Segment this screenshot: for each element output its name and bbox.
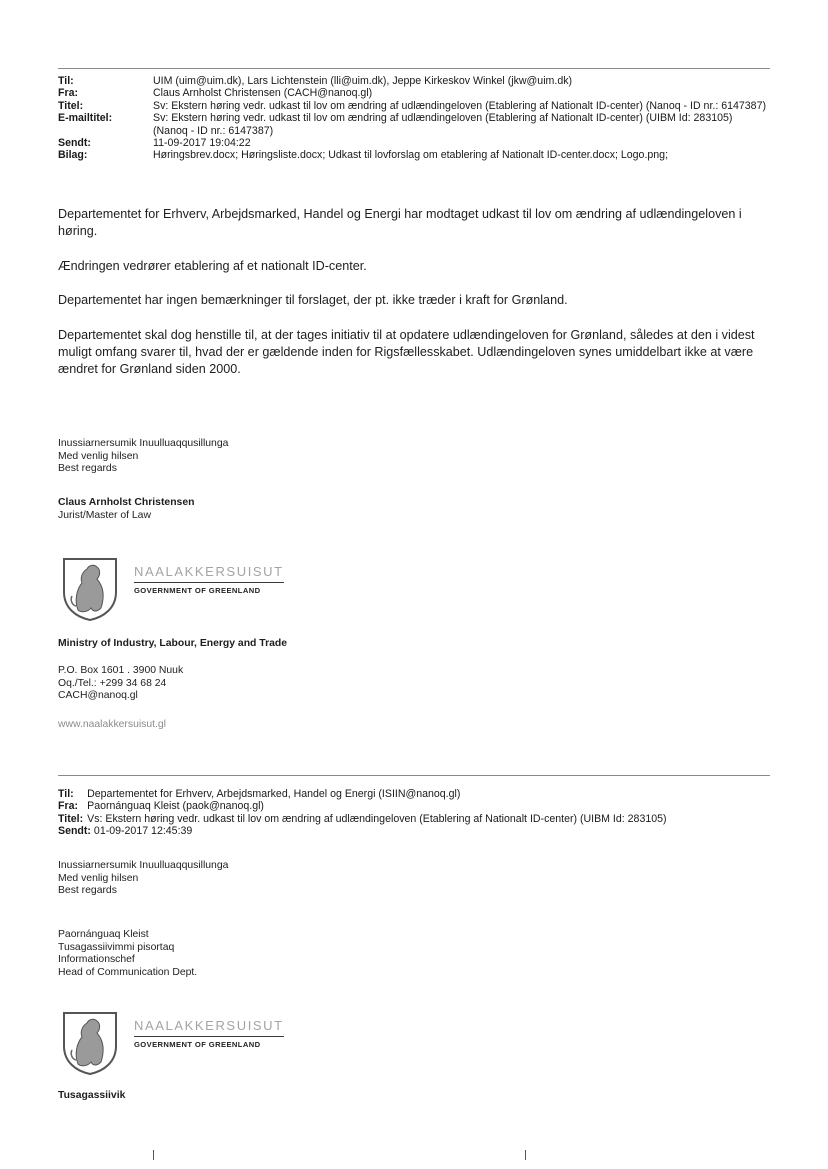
header-divider-1	[58, 68, 770, 69]
title-row	[58, 100, 770, 112]
greeting-danish: Med venlig hilsen	[58, 872, 139, 884]
signature-name-block-1	[58, 497, 194, 522]
signature-name-block-2	[58, 929, 197, 979]
from-label: Fra:	[58, 87, 79, 100]
sender-name: Claus Arnholst Christensen	[58, 497, 195, 508]
logo-text-english: GOVERNMENT OF GREENLAND	[134, 1040, 261, 1049]
department-block	[58, 1090, 125, 1103]
greenland-government-logo-1	[60, 556, 300, 626]
postal-address: P.O. Box 1601 . 3900 Nuuk	[58, 665, 184, 676]
header-divider-2	[58, 775, 770, 776]
sender-role-danish: Informationschef	[58, 954, 135, 966]
from-label: Fra:	[58, 800, 79, 813]
phone-number: Oq./Tel.: +299 34 68 24	[58, 677, 167, 689]
greeting-greenlandic: Inussiarnersumik Inuulluaqqusillunga	[58, 438, 229, 449]
from-row	[58, 87, 770, 99]
logo-text-greenlandic: NAALAKKERSUISUT	[134, 1018, 284, 1033]
title-label: Titel:	[58, 99, 84, 112]
coat-of-arms-icon	[60, 1010, 122, 1076]
greeting-english: Best regards	[58, 463, 117, 475]
ministry-block	[58, 638, 287, 651]
email-title-label: E-mailtitel:	[58, 112, 113, 125]
attachments-value: Høringsbrev.docx; Høringsliste.docx; Udkast til lovforslag om etablering af Nationalt ID-center.docx; Logo.png;	[153, 149, 669, 162]
greeting-greenlandic: Inussiarnersumik Inuulluaqqusillunga	[58, 860, 229, 871]
body-paragraph-1: Departementet for Erhverv, Arbejdsmarked, Handel og Energi har modtaget udkast til lov om ændring af udlændingeloven i høring.	[58, 207, 742, 239]
sender-role-greenlandic: Tusagassiivimmi pisortaq	[58, 941, 175, 953]
email-header-1	[58, 75, 770, 162]
logo-divider	[134, 1036, 284, 1037]
to-label: Til:	[58, 75, 74, 87]
ministry-name: Ministry of Industry, Labour, Energy and Trade	[58, 638, 288, 649]
email-address: CACH@nanoq.gl	[58, 690, 138, 702]
greeting-danish: Med venlig hilsen	[58, 450, 139, 462]
title-value: Sv: Ekstern høring vedr. udkast til lov om ændring af udlændingeloven (Etablering af Nationalt ID-center) (Nanoq - ID nr.: 6147387)	[153, 99, 766, 112]
to-row	[58, 75, 770, 87]
email-header-2	[58, 788, 770, 838]
attachments-label: Bilag:	[58, 149, 88, 162]
to-row	[58, 788, 770, 800]
contact-block	[58, 665, 183, 703]
scan-mark-right	[525, 1150, 526, 1160]
to-value: UIM (uim@uim.dk), Lars Lichtenstein (lli@uim.dk), Jeppe Kirkeskov Winkel (jkw@uim.dk)	[153, 75, 573, 87]
sent-label: Sendt:	[58, 137, 91, 150]
to-label: Til:	[58, 788, 74, 800]
email-title-value: Sv: Ekstern høring vedr. udkast til lov om ændring af udlændingeloven (Etablering af Nationalt ID-center) (UIBM Id: 283105) (Nanoq - ID nr.: 6147387)	[153, 112, 733, 137]
title-label: Titel:	[58, 812, 84, 825]
to-value: Departementet for Erhverv, Arbejdsmarked, Handel og Energi (ISIIN@nanoq.gl)	[87, 788, 461, 800]
sent-row	[58, 137, 770, 149]
logo-text-english: GOVERNMENT OF GREENLAND	[134, 586, 261, 595]
signature-greeting-1	[58, 438, 228, 476]
greenland-government-logo-2	[60, 1010, 300, 1080]
sender-role: Jurist/Master of Law	[58, 509, 151, 521]
sent-label: Sendt:	[58, 825, 91, 838]
sender-role-english: Head of Communication Dept.	[58, 966, 198, 978]
sender-name: Paornánguaq Kleist	[58, 929, 149, 940]
greeting-english: Best regards	[58, 885, 117, 897]
title-value: Vs: Ekstern høring vedr. udkast til lov om ændring af udlændingeloven (Etablering af Nationalt ID-center) (UIBM Id: 283105)	[87, 812, 667, 825]
sent-value: 01-09-2017 12:45:39	[93, 825, 193, 838]
from-value: Claus Arnholst Christensen (CACH@nanoq.gl)	[153, 87, 373, 100]
department-name: Tusagassiivik	[58, 1090, 126, 1101]
signature-greeting-2	[58, 860, 228, 898]
from-value: Paornánguaq Kleist (paok@nanoq.gl)	[87, 800, 264, 813]
body-paragraph-2: Ændringen vedrører etablering af et nationalt ID-center.	[58, 258, 367, 273]
website-link[interactable]: www.naalakkersuisut.gl	[58, 719, 166, 730]
email-title-row	[58, 112, 770, 137]
body-paragraph-3: Departementet har ingen bemærkninger til forslaget, der pt. ikke træder i kraft for Grønland.	[58, 293, 568, 308]
sent-row	[58, 825, 770, 837]
sent-cell	[58, 825, 770, 837]
from-row	[58, 800, 770, 812]
sent-value: 11-09-2017 19:04:22	[153, 137, 251, 150]
email-body	[58, 206, 773, 396]
title-row	[58, 813, 770, 825]
attachments-row	[58, 149, 770, 161]
coat-of-arms-icon	[60, 556, 122, 622]
body-paragraph-4: Departementet skal dog henstille til, at der tages initiativ til at opdatere udlændingeloven for Grønland, således at den i videst muligt omfang svarer til, hvad der er gældende inden for Rigsfællesskabet. Udlændingeloven synes umiddelbart ikke at være ændret for Grønland siden 2000.	[58, 327, 755, 377]
scan-mark-left	[153, 1150, 154, 1160]
logo-divider	[134, 582, 284, 583]
logo-text-greenlandic: NAALAKKERSUISUT	[134, 564, 284, 579]
